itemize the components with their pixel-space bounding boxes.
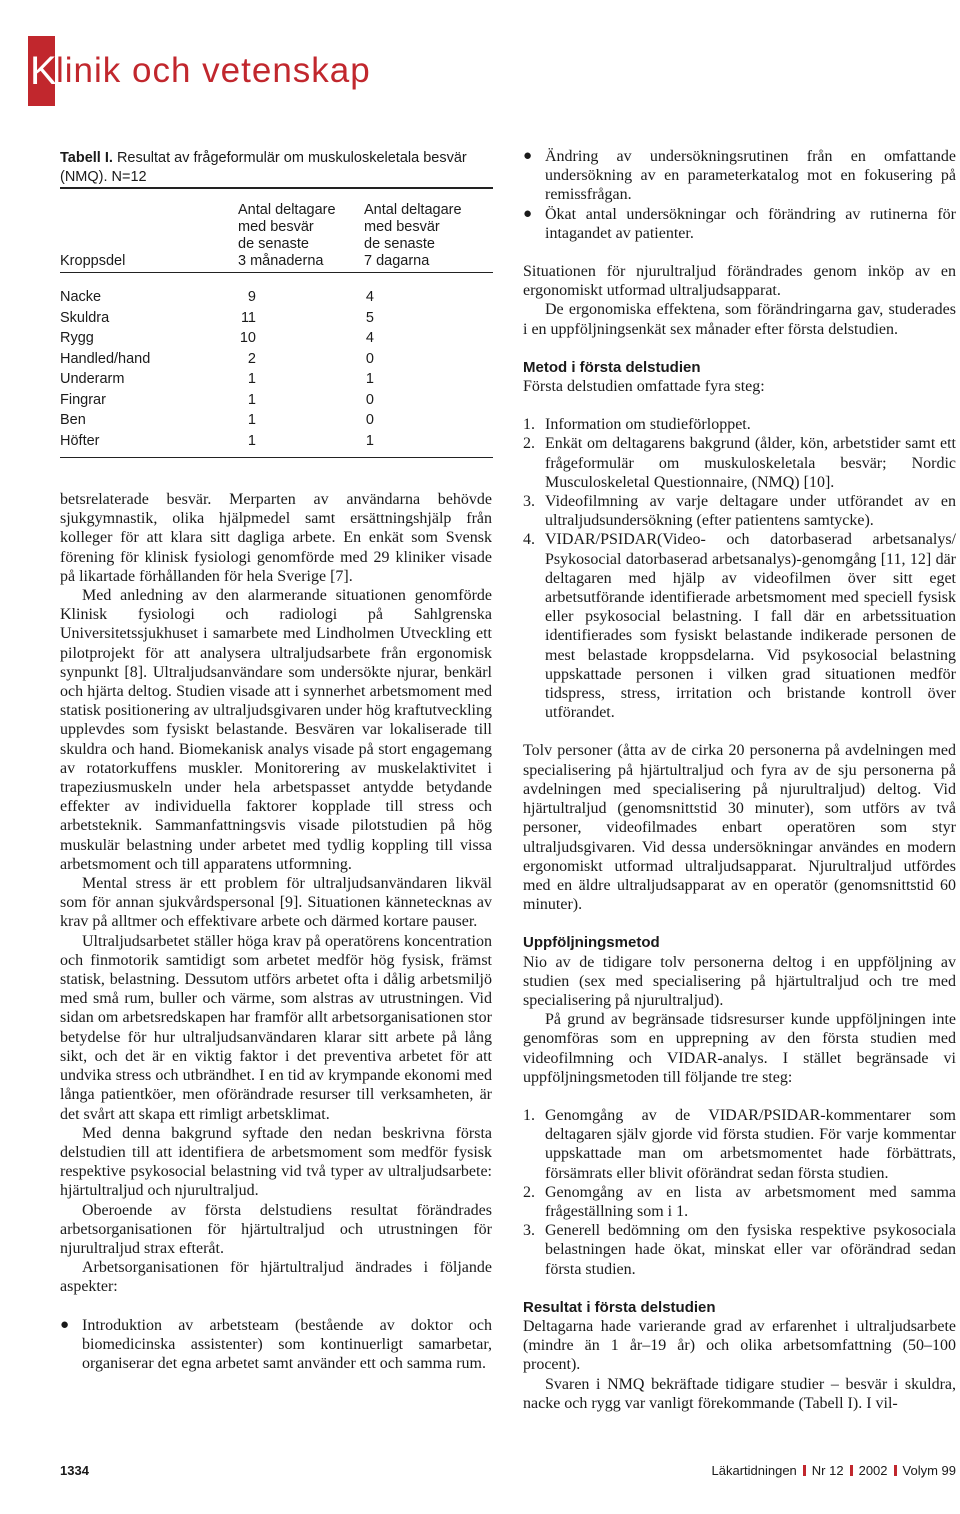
list-item: 3. Generell bedömning om den fysiska respektive psykosociala belastningen hade ökat, minskat eller var oförändrad sedan första studien. bbox=[523, 1222, 956, 1278]
paragraph: Mental stress är ett problem för ultraljudsanvändaren likväl som för annan sjukvårdspersonal [9]. Situationen kännetecknas av krav på alltmer och effektivare arbete och därmed kortare pauser. bbox=[60, 875, 492, 931]
paragraph: Första delstudien omfattade fyra steg: bbox=[523, 378, 765, 396]
table-row: Ben 1 0 bbox=[60, 412, 374, 428]
table-col-header-7-days: Antal deltagare med besvär de senaste 7 dagarna bbox=[364, 202, 462, 269]
numbered-list bbox=[523, 415, 956, 722]
list-item: 3. Videofilmning av varje deltagare under utförandet av en ultraljudsundersökning (efter patientens samtycke). bbox=[523, 493, 956, 530]
section-heading: Metod i första delstudien bbox=[523, 358, 701, 376]
list-item: ● Introduktion av arbetsteam (bestående av doktor och biomedicinska assistenter) som kontinuerligt samarbetar, organiserar det egna arbetet samt använder ett och samma rum. bbox=[60, 1316, 492, 1372]
table-col-header-3-months: Antal deltagare med besvär de senaste 3 månaderna bbox=[238, 202, 336, 269]
table-caption-label: Tabell I. bbox=[60, 150, 113, 166]
paragraph: Nio av de tidigare tolv personerna deltog i en uppföljning av studien (sex med specialisering på hjärtultraljud och tre med specialisering på njurultraljud). bbox=[523, 953, 956, 1009]
journal-name: Läkartidningen bbox=[711, 1463, 797, 1478]
paragraph: Med denna bakgrund syftade den nedan beskrivna första delstudien till att identifiera de arbetsmoment som medför fysisk respektive psykosocial belastning vid två typer av ultraljudsarbete: hjärtultraljud och njurultraljud. bbox=[60, 1124, 492, 1200]
table-col-header-bodypart: Kroppsdel bbox=[60, 253, 126, 269]
numbered-list bbox=[523, 1106, 956, 1279]
table-bottom-rule bbox=[60, 457, 493, 458]
table-row: Underarm 1 1 bbox=[60, 371, 374, 387]
volume: Volym 99 bbox=[902, 1463, 956, 1478]
paragraph: Situationen för njurultraljud förändrades genom inköp av en ergonomiskt utformad ultraljudsapparat. bbox=[523, 263, 956, 300]
list-item: ● Ändring av undersökningsrutinen från en omfattande undersökning av en parameterkatalog mot en fokusering på remissfrågan. bbox=[523, 148, 956, 204]
table-row: Nacke 9 4 bbox=[60, 289, 374, 305]
paragraph: Deltagarna hade varierande grad av erfarenhet i ultraljudsarbete (mindre än 1 år–19 år) och olika arbetsomfattning (50–100 procent). bbox=[523, 1317, 956, 1374]
paragraph: betsrelaterade besvär. Merparten av användarna behövde sjukgymnastik, olika hjälpmedel samt ersättningshjälp från kolleger för att klara sitt dagliga arbete. En enkät som Svensk förening för klinisk fysiologi genomförde med 29 kliniker visade på likartade förhållanden för hela Sverige [7]. bbox=[60, 491, 492, 585]
list-item: 2. Enkät om deltagarens bakgrund (ålder, kön, arbetstider samt ett frågeformulär om muskuloskeletala besvär; Nordic Musculoskeletal Questionnaire, (NMQ) [10]. bbox=[523, 435, 956, 491]
section-header-title: linik och vetenskap bbox=[56, 51, 371, 90]
issue-number: Nr 12 bbox=[811, 1463, 844, 1478]
bullet-icon: ● bbox=[523, 148, 533, 164]
table-row: Rygg 10 4 bbox=[60, 330, 374, 346]
bullet-list bbox=[60, 1316, 492, 1374]
paragraph: Svaren i NMQ bekräftade tidigare studier – besvär i skuldra, nacke och rygg var vanligt förekommande (Tabell I). I vil- bbox=[523, 1375, 956, 1412]
separator bbox=[803, 1465, 806, 1476]
separator bbox=[894, 1465, 897, 1476]
journal-footer bbox=[560, 1463, 956, 1479]
table-caption-text: Resultat av frågeformulär om muskuloskeletala besvär (NMQ). N=12 bbox=[60, 150, 467, 185]
bullet-icon: ● bbox=[60, 1316, 70, 1333]
list-item: 1. Genomgång av de VIDAR/PSIDAR-kommentarer som deltagaren själv gjorde vid första studien. För varje kommentar uppskattade man om arbetsmomentet hade förbättrats, försämrats eller blivit oförändrat sedan första studien. bbox=[523, 1106, 956, 1182]
list-item: 1. Information om studieförloppet. bbox=[523, 416, 751, 434]
table-row: Handled/hand 2 0 bbox=[60, 350, 374, 367]
table-caption bbox=[60, 149, 494, 187]
list-item: 4. VIDAR/PSIDAR(Video- och datorbaserad arbetsanalys/ Psykosocial datorbaserad arbetsanalys)-genomgång [11, 12] där deltagaren med hjälp av videofilmen över sitt eget arbetsutförande identifierade arbetsmoment med speciell fysisk eller psykosocial belastning. I fall där en arbetssituation identifierades som fysiskt belastande indikerade personen de mest belastade kroppsdelarna. Vid psykosocial belastning uppskattade personen i vilken grad situationen medför tidspress, stress, irritation och bristande kontroll över utförandet. bbox=[523, 531, 956, 722]
paragraph: På grund av begränsade tidsresurser kunde uppföljningen inte genomföras som en upprepning av den första studien med videofilmning och VIDAR-analys. I stället begränsade vi uppföljningsmetoden till följande tre steg: bbox=[523, 1011, 956, 1086]
table-top-rule bbox=[60, 187, 493, 189]
table-header-rule bbox=[60, 272, 493, 273]
paragraph: Ultraljudsarbetet ställer höga krav på operatörens koncentration och finmotorik samtidigt som arbetet medför hög fysisk, främst statisk, belastning. Dessutom utförs arbetet ofta i dålig arbetsmiljö med små rum, buller och värme, som alstras av utrustningen. Vid sidan om arbetsredskapen har framför allt arbetsorganisationen stor betydelse för hur ultraljudsanvändaren klarar sitt arbete på lång sikt, och det är en viktig faktor i det preventiva arbetet för att undvika stress och utbrändhet. I en tid av krympande ekonomi med långa patientköer, men oförändrade resurser till verksamheten, är det svårt att skapa ett rimligt arbetsklimat. bbox=[60, 932, 492, 1123]
list-item: ● Ökat antal undersökningar och förändring av rutinerna för intagandet av patienter. bbox=[523, 205, 956, 242]
table-row: Skuldra 11 5 bbox=[60, 309, 374, 326]
right-column bbox=[523, 147, 956, 1413]
left-column bbox=[60, 490, 492, 1373]
separator bbox=[850, 1465, 853, 1476]
paragraph: Med anledning av den alarmerande situationen genomförde Klinisk fysiologi och radiologi på Sahlgrenska Universitetssjukhuset i samarbete med Lindholmen Utveckling ett pilotprojekt för att analysera ultraljudsarbete från ergonomisk synpunkt [8]. Ultraljudsanvändare som undersökte njurar, benkärl och hjärta deltog. Studien visade att i synnerhet arbetsmoment med statisk positionering av ultraljudsgivaren under hög kraftutveckling upplevdes som fysiskt belastande. Besvären var lokaliserade till skuldra och hand. Biomekanisk analys visade på stort engagemang av rotatorkuffens muskler. Monitorering av muskelaktivitet i trapeziusmuskeln under hela arbetspasset antydde betydande effekter av individuella faktorer kopplade till stress och arbetsteknik. Sammanfattningsvis visade pilotstudien på hög muskulär belastning under arbetet med tydlig koppling till vissa arbetsmoment och till apparatens utformning. bbox=[60, 587, 492, 873]
section-heading: Resultat i första delstudien bbox=[523, 1298, 716, 1316]
table-row: Höfter 1 1 bbox=[60, 432, 374, 449]
year: 2002 bbox=[858, 1463, 888, 1478]
paragraph: De ergonomiska effektena, som förändringarna gav, studerades i en uppföljningsenkät sex månader efter första delstudien. bbox=[523, 301, 956, 338]
bullet-icon: ● bbox=[523, 205, 533, 222]
list-item: 2. Genomgång av en lista av arbetsmoment med samma frågeställning som i 1. bbox=[523, 1183, 956, 1220]
paragraph: Arbetsorganisationen för hjärtultraljud ändrades i följande aspekter: bbox=[60, 1259, 492, 1296]
bullet-list bbox=[523, 147, 956, 243]
table-row: Fingrar 1 0 bbox=[60, 391, 374, 408]
paragraph: Oberoende av första delstudiens resultat förändrades arbetsorganisationen för hjärtultraljud och utrustningen för njurultraljud strax efteråt. bbox=[60, 1201, 492, 1257]
page-number: 1334 bbox=[60, 1463, 89, 1478]
paragraph: Tolv personer (åtta av de cirka 20 personerna på avdelningen med specialisering på hjärtultraljud och fyra av de sju personerna på avdelningen med specialisering på njurultraljud) deltog. Vid hjärtultraljud (genomsnittstid 30 minuter), som utförs av två personer, videofilmades enbart operatören som styr ultraljudsgivaren. Vid dessa undersökningar användes en modern ergonomiskt utformad ultraljudsapparat. Njurultraljud utfördes med en äldre ultraljudsapparat av en operatör (genomsnittstid 60 minuter). bbox=[523, 742, 956, 914]
section-heading: Uppföljningsmetod bbox=[523, 934, 660, 952]
section-header-initial: K bbox=[30, 49, 57, 93]
